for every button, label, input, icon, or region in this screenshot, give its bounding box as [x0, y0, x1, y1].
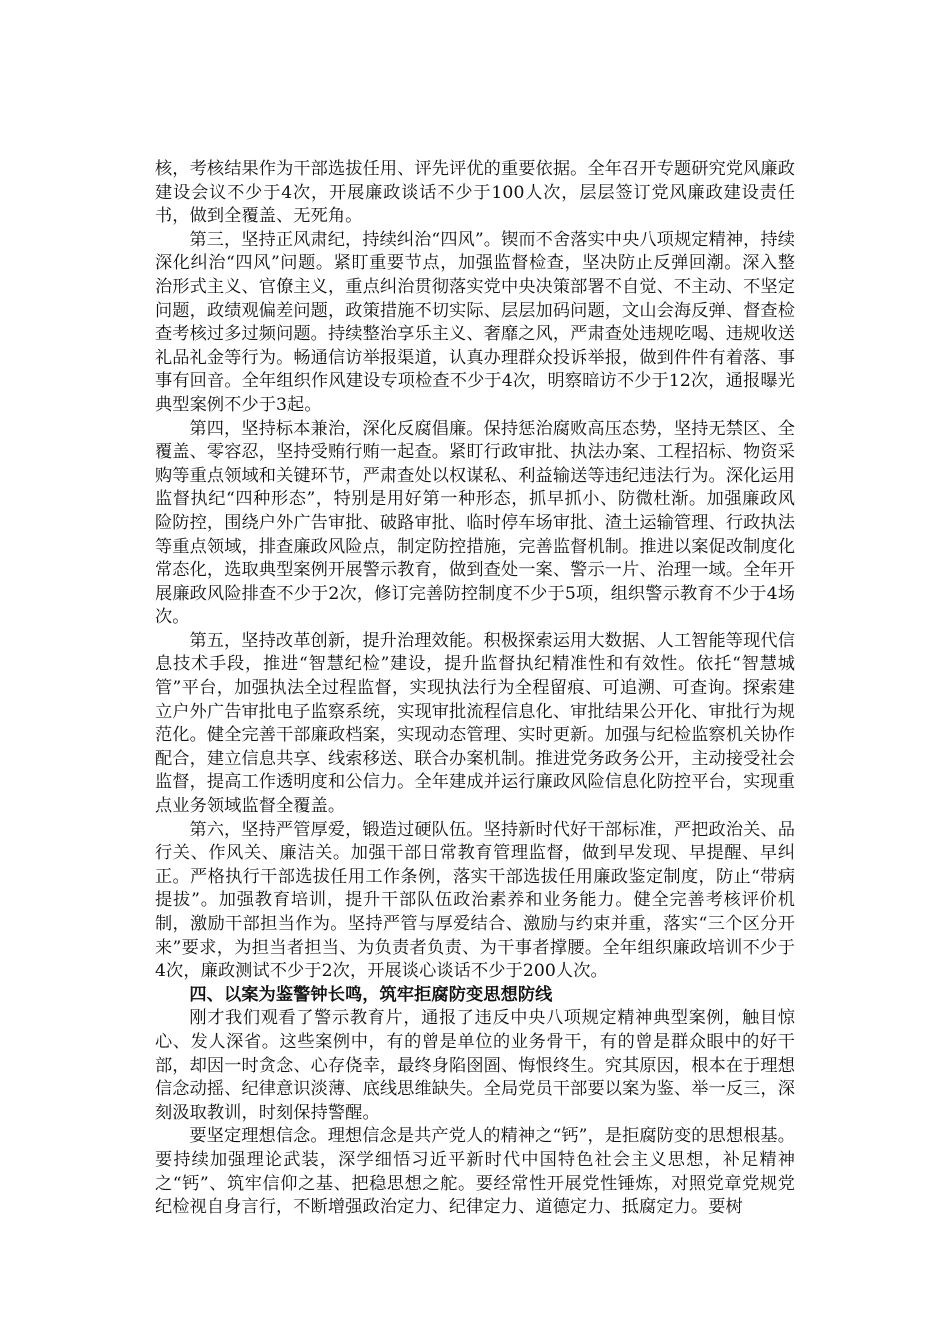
document-page — [155, 158, 795, 1220]
paragraph-fifth-point: 第五，坚持改革创新，提升治理效能。积极探索运用大数据、人工智能等现代信息技术手段，推进“智慧纪检”建设，提升监督执纪精准性和有效性。依托“智慧城管”平台，加强执法全过程监督，实现执法行为全程留痕、可追溯、可查询。探索建立户外广告审批电子监察系统，实现审批流程信息化、审批结果公开化、审批行为规范化。健全完善干部廉政档案，实现动态管理、实时更新。加强与纪检监察机关协作配合，建立信息共享、线索移送、联合办案机制。推进党务政务公开，主动接受社会监督，提高工作透明度和公信力。全年建成并运行廉政风险信息化防控平台，实现重点业务领域监督全覆盖。 — [155, 630, 795, 817]
paragraph-sixth-point: 第六，坚持严管厚爱，锻造过硬队伍。坚持新时代好干部标准，严把政治关、品行关、作风关、廉洁关。加强干部日常教育管理监督，做到早发现、早提醒、早纠正。严格执行干部选拔任用工作条例，落实干部选拔任用廉政鉴定制度，防止“带病提拔”。加强教育培训，提升干部队伍政治素养和业务能力。健全完善考核评价机制，激励干部担当作为。坚持严管与厚爱结合、激励与约束并重，落实“三个区分开来”要求，为担当者担当、为负责者负责、为干事者撑腰。全年组织廉政培训不少于4次，廉政测试不少于2次，开展谈心谈话不少于200人次。 — [155, 819, 795, 982]
paragraph-warning-education: 刚才我们观看了警示教育片，通报了违反中央八项规定精神典型案例，触目惊心、发人深省。这些案例中，有的曾是单位的业务骨干，有的曾是群众眼中的好干部，却因一时贪念、心存侥幸，最终身陷囹圄、悔恨终生。究其原因，根本在于理想信念动摇、纪律意识淡薄、底线思维缺失。全局党员干部要以案为鉴、举一反三，深刻汲取教训，时刻保持警醒。 — [155, 1008, 795, 1123]
section-heading-four: 四、以案为鉴警钟长鸣，筑牢拒腐防变思想防线 — [189, 984, 553, 1005]
paragraph-continuation: 核，考核结果作为干部选拔任用、评先评优的重要依据。全年召开专题研究党风廉政建设会议不少于4次，开展廉政谈话不少于100人次，层层签订党风廉政建设责任书，做到全覆盖、无死角。 — [155, 159, 795, 227]
paragraph-fourth-point: 第四，坚持标本兼治，深化反腐倡廉。保持惩治腐败高压态势，坚持无禁区、全覆盖、零容忍，坚持受贿行贿一起查。紧盯行政审批、执法办案、工程招标、物资采购等重点领域和关键环节，严肃查处以权谋私、利益输送等违纪违法行为。深化运用监督执纪“四种形态”，特别是用好第一种形态，抓早抓小、防微杜渐。加强廉政风险防控，围绕户外广告审批、破路审批、临时停车场审批、渣土运输管理、行政执法等重点领域，排查廉政风险点，制定防控措施，完善监督机制。推进以案促改制度化常态化，选取典型案例开展警示教育，做到查处一案、警示一片、治理一域。全年开展廉政风险排查不少于2次，修订完善防控制度不少于5项，组织警示教育不少于4场次。 — [155, 418, 795, 628]
paragraph-ideals-beliefs: 要坚定理想信念。理想信念是共产党人的精神之“钙”，是拒腐防变的思想根基。要持续加强理论武装，深学细悟习近平新时代中国特色社会主义思想，补足精神之“钙”、筑牢信仰之基、把稳思想之舵。要经常性开展党性锤炼，对照党章党规党纪检视自身言行，不断增强政治定力、纪律定力、道德定力、抵腐定力。要树 — [155, 1126, 795, 1218]
paragraph-third-point: 第三，坚持正风肃纪，持续纠治“四风”。锲而不舍落实中央八项规定精神，持续深化纠治“四风”问题。紧盯重要节点，加强监督检查，坚决防止反弹回潮。深入整治形式主义、官僚主义，重点纠治贯彻落实党中央决策部署不自觉、不主动、不坚定问题，政绩观偏差问题，政策措施不切实际、层层加码问题，文山会海反弹、督查检查考核过多过频问题。持续整治享乐主义、奢靡之风，严肃查处违规吃喝、违规收送礼品礼金等行为。畅通信访举报渠道，认真办理群众投诉举报，做到件件有着落、事事有回音。全年组织作风建设专项检查不少于4次，明察暗访不少于12次，通报曝光典型案例不少于3起。 — [155, 229, 795, 415]
